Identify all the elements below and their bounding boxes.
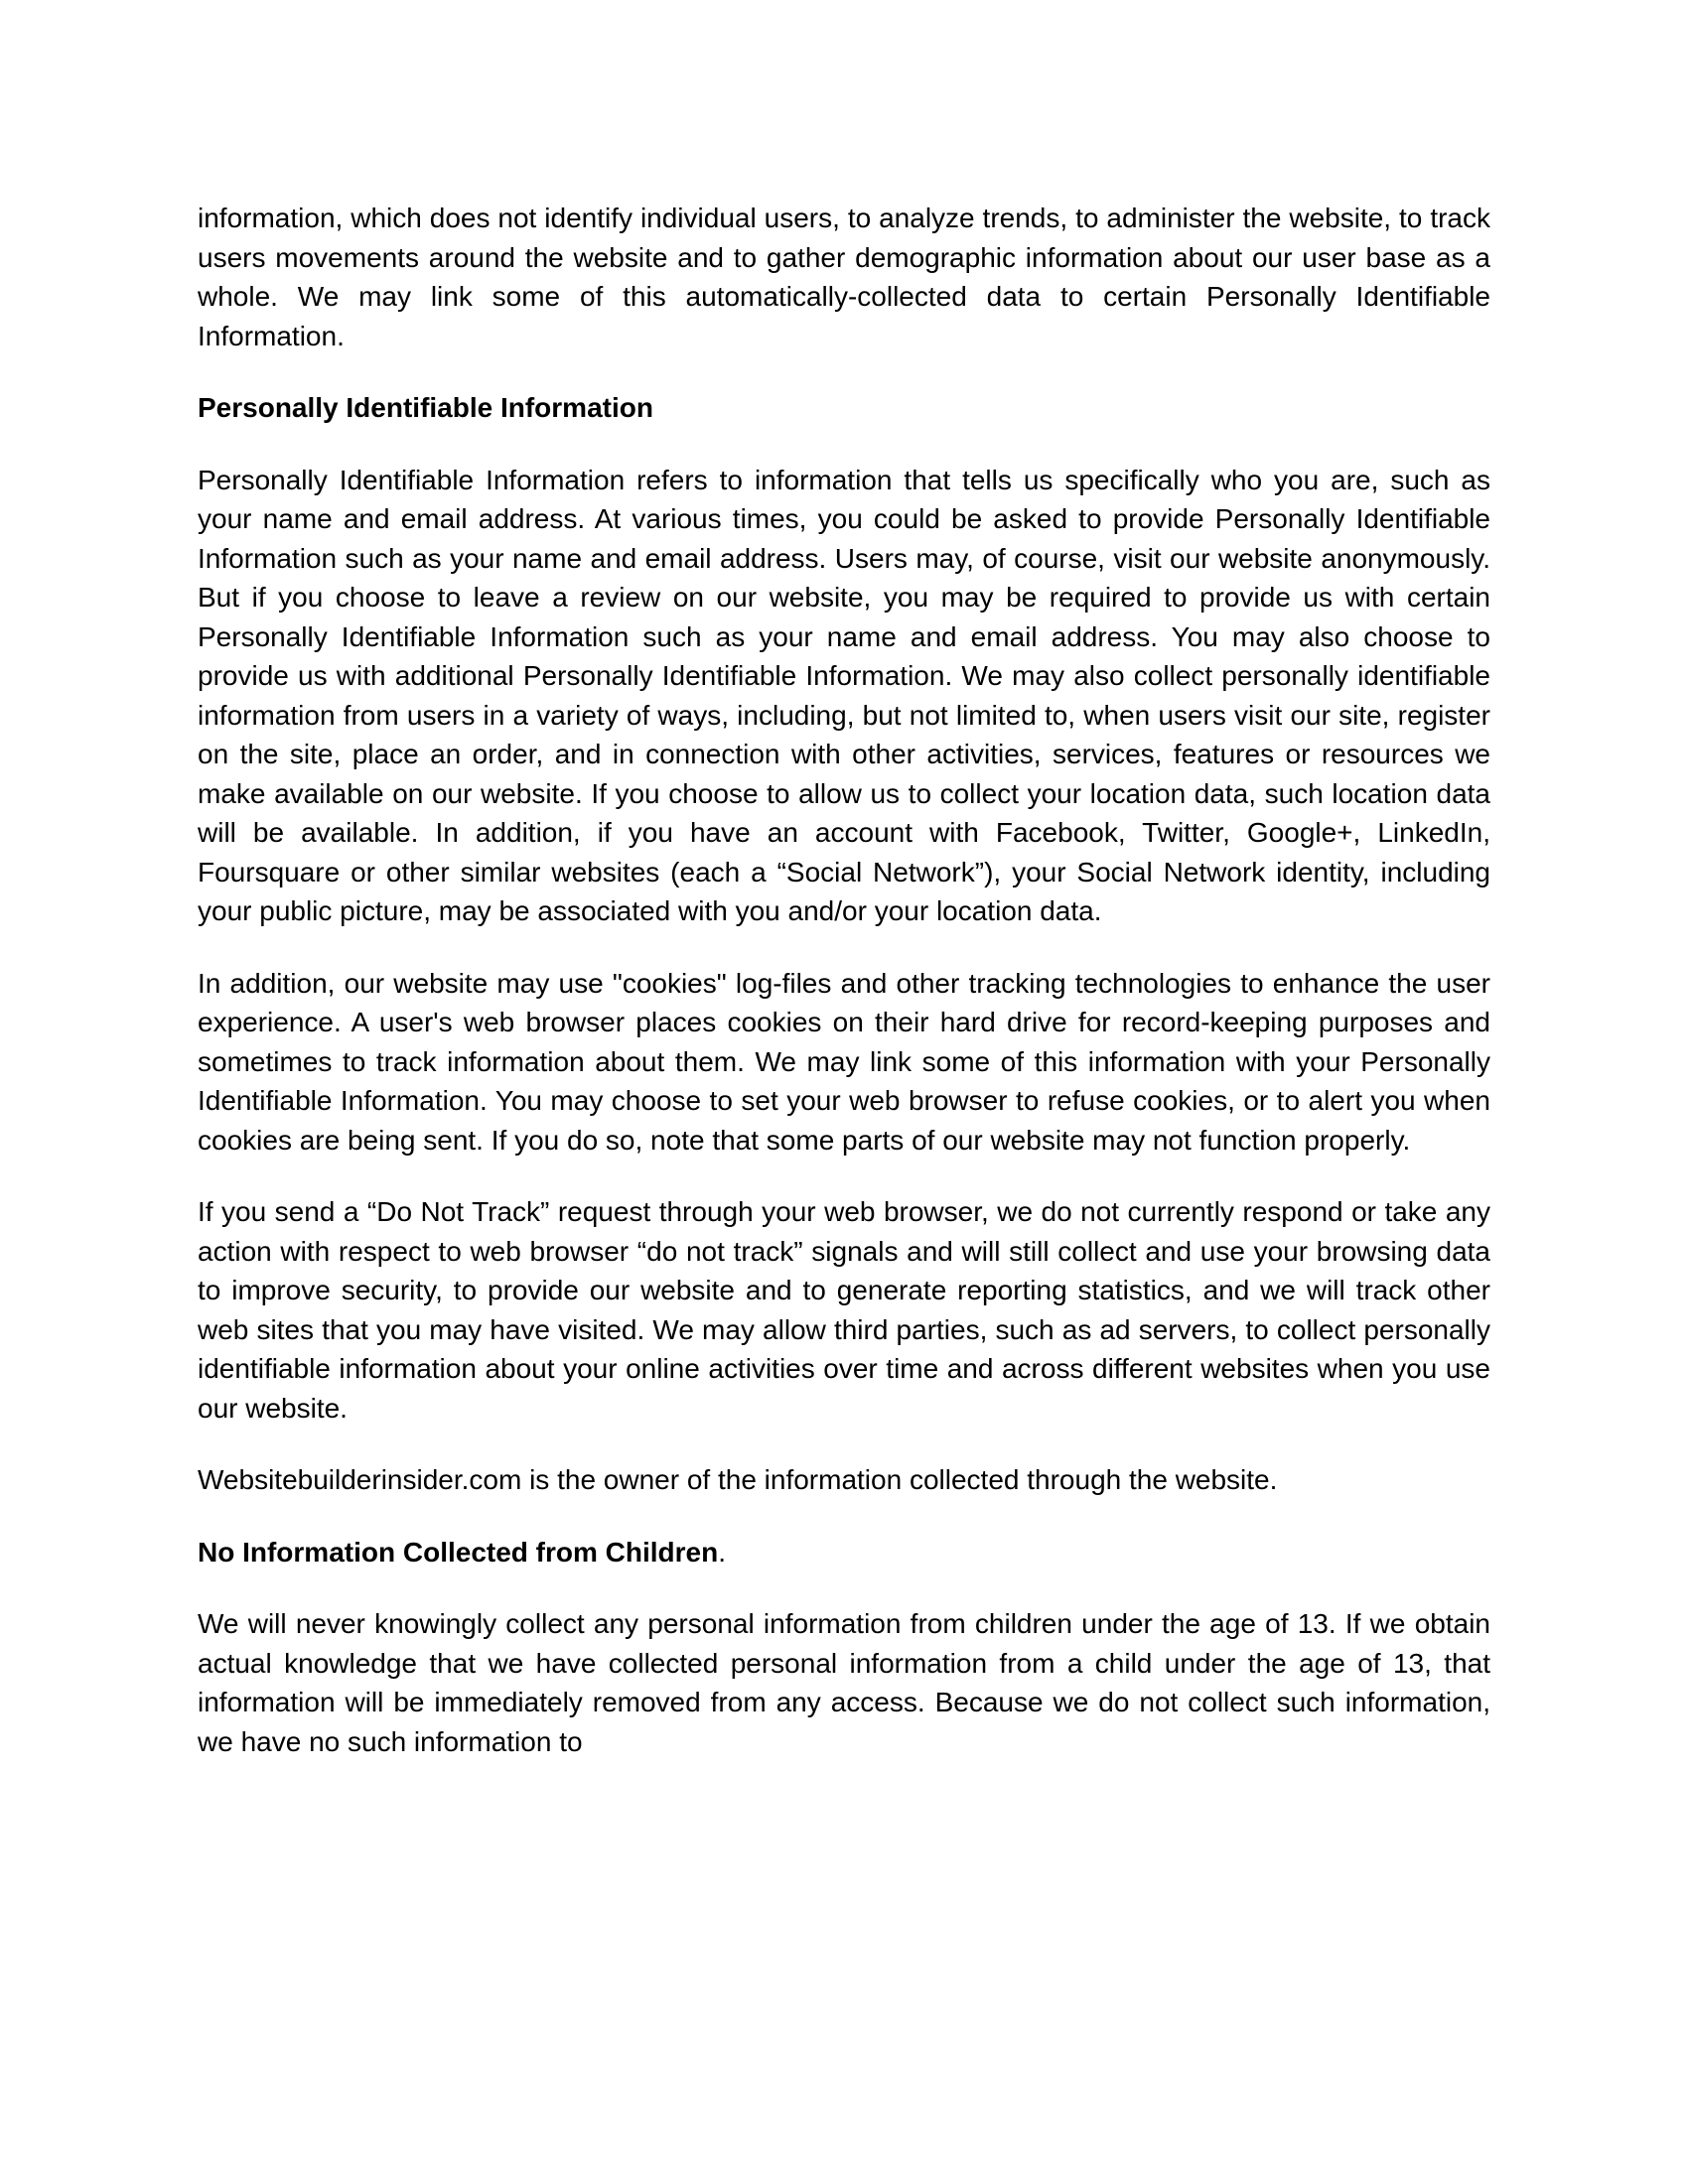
paragraph-children-information: We will never knowingly collect any personal information from children under the age of 13. If we obtain actual knowledge that we have collected personal information from a child under the age of 13, that information will be immediately removed from any access. Because we do not collect such information, we have no such information to <box>198 1608 1490 1757</box>
paragraph-do-not-track: If you send a “Do Not Track” request through your web browser, we do not currently respond or take any action with respect to web browser “do not track” signals and will still collect and use your browsing data to improve security, to provide our website and to generate reporting statistics, and we will track other web sites that you may have visited. We may allow third parties, such as ad servers, to collect personally identifiable information about your online activities over time and across different websites when you use our website. <box>198 1196 1490 1424</box>
paragraph-automatically-collected-info: information, which does not identify individual users, to analyze trends, to administer the website, to track users movements around the website and to gather demographic information about our user base as a whole. We may link some of this automatically-collected data to certain Personally Identifiable Information. <box>198 203 1490 351</box>
paragraph-personally-identifiable-information: Personally Identifiable Information refers to information that tells us specifically who you are, such as your name and email address. At various times, you could be asked to provide Personally Identifiable Information such as your name and email address. Users may, of course, visit our website anonymously. But if you choose to leave a review on our website, you may be required to provide us with certain Personally Identifiable Information such as your name and email address. You may also choose to provide us with additional Personally Identifiable Information. We may also collect personally identifiable information from users in a variety of ways, including, but not limited to, when users visit our site, register on the site, place an order, and in connection with other activities, services, features or resources we make available on our website. If you choose to allow us to collect your location data, such location data will be available. In addition, if you have an account with Facebook, Twitter, Google+, LinkedIn, Foursquare or other similar websites (each a “Social Network”), your Social Network identity, including your public picture, may be associated with you and/or your location data. <box>198 464 1490 926</box>
section-heading-no-information-collected-from-children <box>198 1533 1490 1572</box>
section-heading-period: . <box>718 1536 727 1568</box>
document-page <box>198 199 1490 1761</box>
paragraph-cookies-tracking: In addition, our website may use "cookies" log-files and other tracking technologies to enhance the user experience. A user's web browser places cookies on their hard drive for record-keeping purposes and sometimes to track information about them. We may link some of this information with your Personally Identifiable Information. You may choose to set your web browser to refuse cookies, or to alert you when cookies are being sent. If you do so, note that some parts of our website may not function properly. <box>198 967 1490 1156</box>
section-heading-personally-identifiable-information: Personally Identifiable Information <box>198 392 653 423</box>
section-heading-text: No Information Collected from Children <box>198 1536 719 1568</box>
paragraph-owner-of-information: Websitebuilderinsider.com is the owner of the information collected through the website. <box>198 1464 1278 1495</box>
